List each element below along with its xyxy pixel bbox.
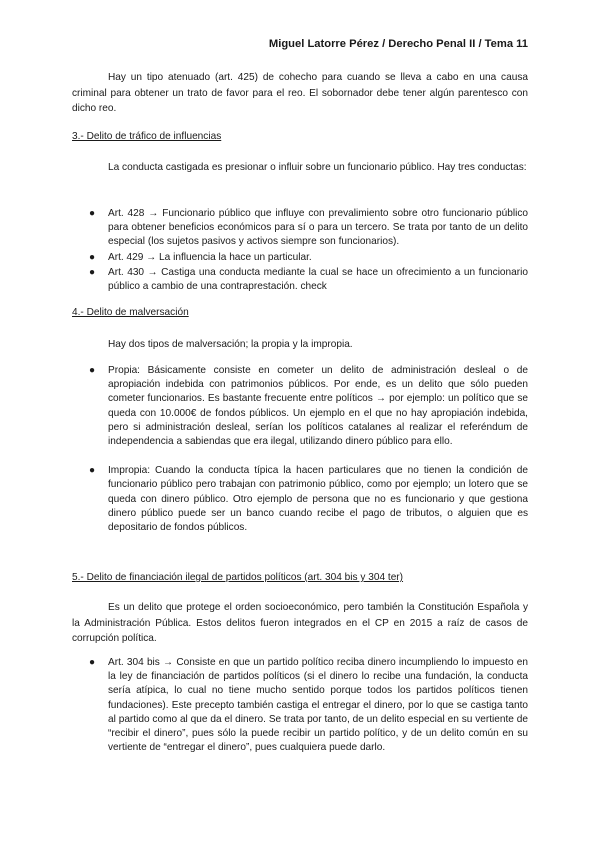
list-item	[72, 266, 528, 294]
list-item-text: Propia: Básicamente consiste en cometer un delito de administración desleal o de apropiación indebida con patrimonios públicos. Por ende, es un delito que sólo pueden cometer funcionarios. Es bastante frecuente entre políticos → por ejemplo: un político que se queda con 10.000€ de fondos públicos. Un ejemplo en el que no hay apropiación indebida, pero si administración desleal, serían los políticos catalanes al realizar el referéndum de independencia a sabiendas que era ilegal, utilizando dinero público para ello.	[108, 365, 528, 448]
bullet-icon: ●	[89, 365, 96, 376]
bullet-icon: ●	[89, 465, 96, 477]
list-item-text: Art. 429 → La influencia la hace un particular.	[108, 251, 312, 263]
page-header-title: Miguel Latorre Pérez / Derecho Penal II / Tema 11	[268, 38, 528, 50]
list-item	[72, 364, 528, 449]
list-item-text: Impropia: Cuando la conducta típica la hacen particulares que no tienen la condición de funcionario público pero trabajan con patrimonio público, como por ejemplo; un lotero que se queda con dinero público. Otro ejemplo de persona que no es funcionario y que gestiona dinero público puede ser un banco cuando recibe el pago de tributos, o alguien que es depositario de fondos públicos.	[108, 465, 528, 534]
section-3-bullet-list	[72, 207, 528, 294]
section-5-heading: 5.- Delito de financiación ilegal de partidos políticos (art. 304 bis y 304 ter)	[72, 572, 404, 583]
section-4-paragraph: Hay dos tipos de malversación; la propia y la impropia.	[108, 339, 353, 350]
bullet-icon: ●	[89, 208, 96, 219]
list-item	[72, 251, 528, 265]
list-item	[72, 207, 528, 250]
section-3-heading: 3.- Delito de tráfico de influencias	[72, 131, 222, 142]
list-item-text: Art. 430 → Castiga una conducta mediante la cual se hace un ofrecimiento a un funcionario público a cambio de una contraprestación. check	[108, 266, 528, 293]
list-item	[72, 464, 528, 535]
section-5-bullet-list	[72, 656, 528, 755]
bullet-icon: ●	[89, 657, 96, 668]
section-5-paragraph: Es un delito que protege el orden socioeconómico, pero también la Constitución Española y la Administración Pública. Estos delitos fueron integrados en el CP en 2015 a raíz de casos de corrupción política.	[72, 602, 528, 645]
list-item	[72, 656, 528, 755]
list-item-text: Art. 304 bis → Consiste en que un partido político reciba dinero incumpliendo lo impuesto en la ley de financiación de partidos políticos (si el dinero lo recibe una fundación, la conducta sería atípica, lo cual no tiene mucho sentido porque todos los partidos políticos tienen fundaciones). Este precepto también castiga el entregar el dinero, por lo que se castiga tanto al partido como al que da el dinero. Se trata por tanto, de un delito especial en su vertiente de “recibir el dinero”, pues sólo la puede recibir un partido político, y de un delito común en su vertiente de “entregar el dinero”, pues cualquiera puede darlo.	[108, 657, 528, 754]
section-4-bullet-list	[72, 364, 528, 535]
list-item-text: Art. 428 → Funcionario público que influye con prevalimiento sobre otro funcionario público para obtener beneficios económicos para sí o para un tercero. Se trata por tanto de un delito especial (los sujetos pasivos y activos siempre son funcionarios).	[108, 208, 528, 248]
section-3-paragraph: La conducta castigada es presionar o influir sobre un funcionario público. Hay tres conductas:	[108, 162, 527, 173]
bullet-icon: ●	[89, 251, 96, 263]
intro-paragraph: Hay un tipo atenuado (art. 425) de cohecho para cuando se lleva a cabo en una causa criminal para obtener un trato de favor para el reo. El sobornador debe tener algún parentesco con dicho reo.	[72, 72, 528, 115]
section-4-heading: 4.- Delito de malversación	[72, 307, 189, 318]
bullet-icon: ●	[89, 266, 96, 278]
